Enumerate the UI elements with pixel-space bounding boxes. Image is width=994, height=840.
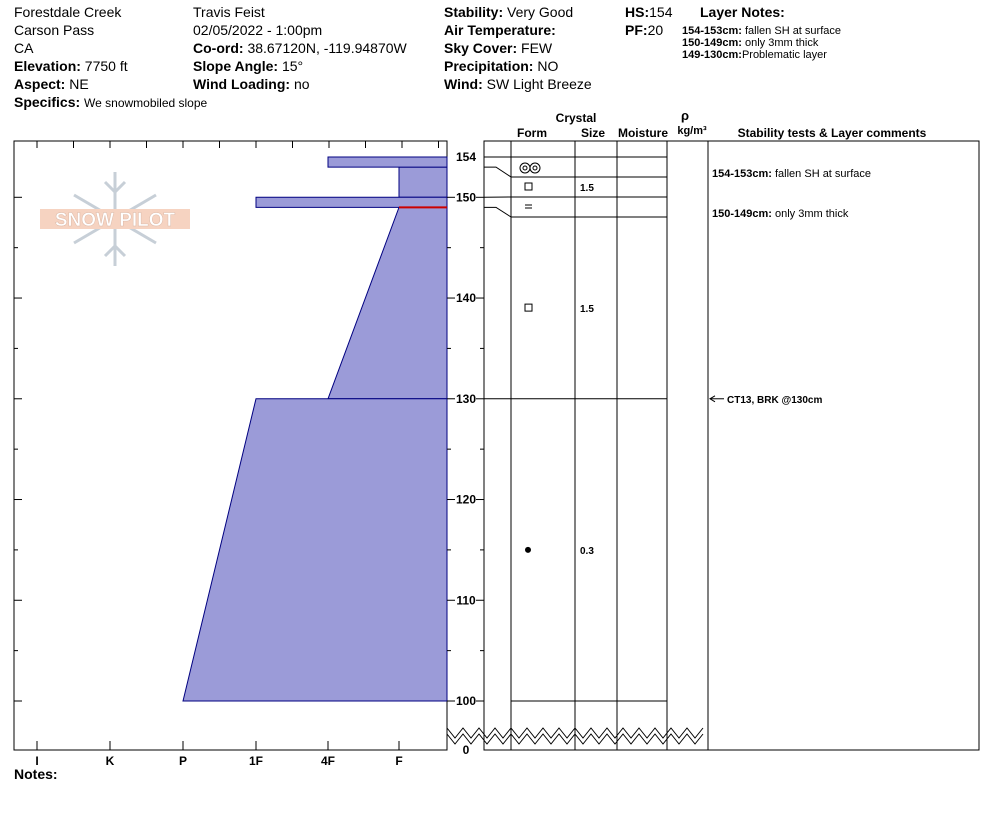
depth-tick-label: 154	[455, 150, 477, 164]
precip-label: Precipitation:	[444, 58, 534, 74]
depth-tick-label: 110	[456, 593, 476, 608]
depth-tick-label: 100	[455, 694, 477, 708]
moisture-header: Moisture	[617, 126, 669, 140]
watermark-text: SNOW PILOT	[54, 210, 176, 231]
notes-label: Notes:	[14, 766, 58, 782]
snowpilot-watermark	[40, 172, 190, 266]
specifics-value: We snowmobiled slope	[84, 96, 208, 110]
stability-label: Stability:	[444, 4, 504, 20]
depth-tick-label: 150	[455, 190, 477, 205]
coord-label: Co-ord:	[193, 40, 244, 56]
surface-hoar-icon	[520, 163, 530, 173]
hardness-layer	[399, 167, 447, 197]
grain-size-label: 1.5	[580, 183, 594, 194]
hardness-layer	[328, 207, 447, 398]
hardness-tick-label: 4F	[320, 754, 336, 768]
hs-value: 154	[649, 4, 673, 20]
layer-comment-range: 154-153cm:	[712, 168, 775, 180]
layer-table	[484, 141, 979, 750]
depth-tick-label: 130	[455, 391, 477, 406]
depth-tick-label: 140	[455, 291, 477, 306]
hardness-tick-label: I	[35, 754, 39, 768]
depth-tick-label: 0	[462, 743, 470, 757]
slope-value: 15°	[281, 58, 304, 74]
faceted-crystal-icon	[525, 304, 532, 311]
precip-value: NO	[537, 58, 559, 74]
grain-forms	[520, 163, 594, 557]
observer-name: Travis Feist	[193, 4, 265, 20]
air-temp-label: Air Temperature:	[444, 22, 556, 38]
location-name: Forestdale Creek	[14, 4, 122, 20]
elevation-label: Elevation:	[14, 58, 81, 74]
layer-note-text: only 3mm thick	[745, 37, 819, 49]
grain-size-label: 1.5	[580, 304, 594, 316]
hs-label: HS:	[625, 4, 650, 20]
hardness-layer	[328, 157, 447, 167]
hardness-tick-label: F	[395, 754, 403, 768]
depth-connector	[484, 207, 511, 217]
surface-hoar-icon	[530, 163, 540, 173]
pf-label: PF:	[625, 22, 648, 38]
specifics-label: Specifics:	[14, 94, 81, 110]
layer-note-text: fallen SH at surface	[745, 25, 841, 37]
density-unit: kg/m³	[677, 125, 707, 137]
layer-comment-range: 150-149cm:	[712, 208, 775, 220]
layer-comment	[712, 208, 849, 220]
coord-value: 38.67120N, -119.94870W	[247, 40, 407, 56]
size-header: Size	[580, 126, 606, 140]
layer-comments	[710, 168, 871, 406]
stability-test-result: CT13, BRK @130cm	[727, 394, 823, 406]
sky-label: Sky Cover:	[444, 40, 518, 56]
layer-note-range: 154-153cm:	[682, 25, 742, 37]
comments-header: Stability tests & Layer comments	[737, 126, 927, 140]
state-name: CA	[14, 40, 34, 56]
crystal-header: Crystal	[555, 111, 597, 125]
rounded-grain-icon	[525, 547, 531, 553]
layer-note-range: 149-130cm:	[682, 49, 742, 61]
depth-tick-label: 120	[455, 492, 477, 507]
surface-hoar-icon	[533, 166, 537, 170]
layer-note-range: 150-149cm:	[682, 37, 742, 49]
grain-size-label: 0.3	[580, 545, 594, 557]
sky-value: FEW	[521, 40, 553, 56]
hardness-tick-label: P	[178, 754, 188, 768]
hardness-layer	[256, 197, 447, 207]
faceted-crystal-icon	[525, 183, 532, 190]
layer-comment	[712, 168, 871, 180]
elevation-value: 7750 ft	[84, 58, 128, 74]
surface-hoar-icon	[523, 166, 527, 170]
layer-table-frame	[484, 141, 979, 750]
hardness-layer	[183, 399, 447, 701]
wind-loading-label: Wind Loading:	[193, 76, 291, 92]
layer-note-text: Problematic layer	[741, 49, 827, 61]
area-name: Carson Pass	[14, 22, 95, 38]
stability-value: Very Good	[507, 4, 574, 20]
wind-loading-value: no	[293, 76, 310, 92]
column-headers	[517, 108, 927, 140]
aspect-label: Aspect:	[14, 76, 66, 92]
aspect-value: NE	[69, 76, 89, 92]
layer-comment-text: only 3mm thick	[775, 208, 849, 220]
layer-notes-title: Layer Notes:	[700, 4, 785, 20]
pf-value: 20	[647, 22, 664, 38]
observation-datetime: 02/05/2022 - 1:00pm	[193, 22, 323, 38]
depth-connector	[484, 167, 511, 177]
wind-value: SW Light Breeze	[486, 76, 592, 92]
hardness-tick-label: K	[105, 754, 115, 768]
form-header: Form	[517, 126, 547, 140]
wind-label: Wind:	[444, 76, 483, 92]
hardness-profile	[183, 157, 447, 701]
layer-comment-text: fallen SH at surface	[775, 168, 871, 180]
slope-label: Slope Angle:	[193, 58, 279, 74]
hardness-tick-label: 1F	[248, 754, 264, 768]
density-symbol: ρ	[680, 108, 690, 123]
